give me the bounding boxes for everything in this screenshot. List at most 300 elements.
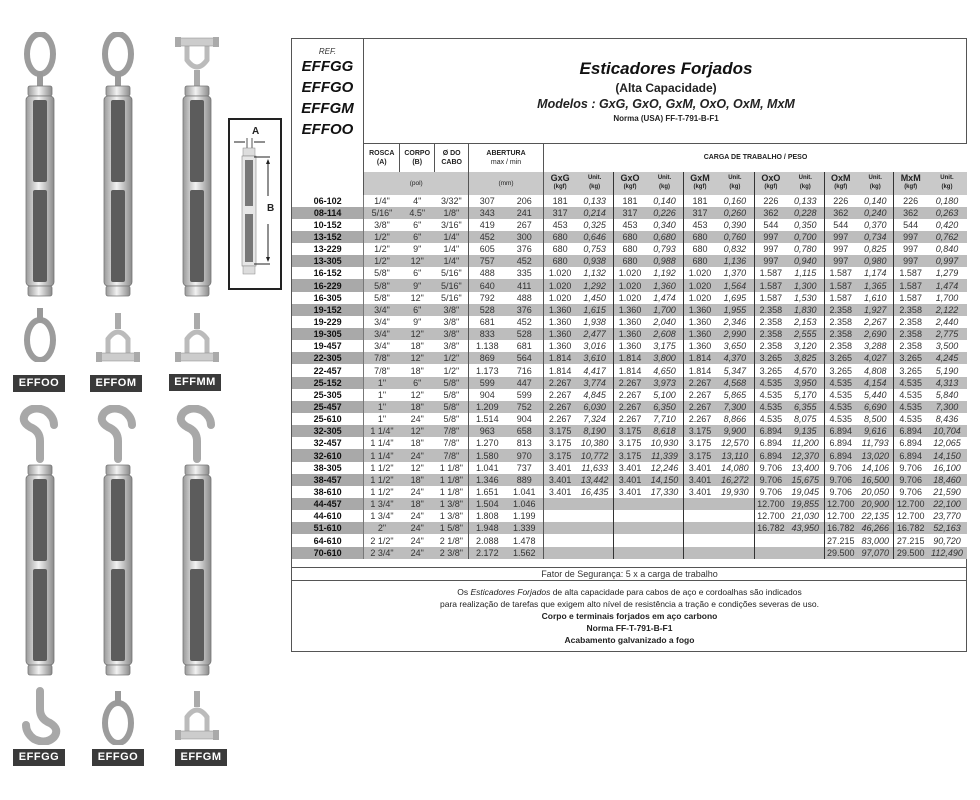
table-cell: 1,615 [576, 304, 613, 316]
table-cell: 1/2" [435, 352, 469, 364]
product-code-cell: 22-305 [292, 352, 364, 364]
table-cell: 1.562 [506, 547, 544, 559]
table-cell: 5/8" [435, 377, 469, 389]
header-carga: CARGA DE TRABALHO / PESO [543, 144, 967, 172]
table-cell: 317 [683, 207, 716, 219]
table-cell: 9" [400, 243, 435, 255]
table-cell: 16.782 [894, 522, 927, 534]
product-code-cell: 08-114 [292, 207, 364, 219]
table-cell: 2.358 [754, 340, 787, 352]
models-line: Modelos : GxG, GxO, GxM, OxO, OxM, MxM [537, 97, 795, 111]
table-cell: 411 [506, 279, 544, 291]
table-row [292, 352, 967, 364]
table-row [292, 547, 967, 559]
table-cell: 5,865 [716, 389, 754, 401]
table-cell: 5,190 [927, 364, 967, 376]
table-row [292, 207, 967, 219]
table-cell: 3.401 [613, 474, 646, 486]
table-cell: 362 [894, 207, 927, 219]
table-cell: 18" [400, 474, 435, 486]
table-cell: 4.535 [754, 401, 787, 413]
table-cell: 3,774 [576, 377, 613, 389]
header-model-gxg: GxG (kgf) [543, 172, 576, 195]
header-unit: Unit. (kg) [857, 172, 894, 195]
table-cell: 5/8" [364, 267, 400, 279]
table-cell: 3/4" [364, 340, 400, 352]
table-cell: 1.041 [506, 486, 544, 498]
table-cell: 5/8" [364, 292, 400, 304]
table-cell: 564 [506, 352, 544, 364]
table-cell: 14,150 [927, 449, 967, 461]
table-cell: 1 3/8" [435, 498, 469, 510]
table-cell: 1.173 [469, 364, 506, 376]
table-cell: 18" [400, 437, 435, 449]
header-model-gxo: GxO (kgf) [613, 172, 646, 195]
table-cell: 4.535 [824, 413, 857, 425]
header-mm: (mm) [469, 172, 544, 195]
table-cell: 0,350 [787, 219, 824, 231]
table-cell: 0,753 [576, 243, 613, 255]
table-cell: 4.535 [894, 413, 927, 425]
table-cell: 904 [469, 389, 506, 401]
table-cell: 1.651 [469, 486, 506, 498]
table-cell [543, 510, 576, 522]
table-cell: 2,555 [787, 328, 824, 340]
table-cell: 2.358 [824, 316, 857, 328]
table-cell: 12,370 [787, 449, 824, 461]
table-cell: 997 [894, 231, 927, 243]
table-cell: 0,840 [927, 243, 967, 255]
product-code-cell: 25-305 [292, 389, 364, 401]
product-code-cell: 38-610 [292, 486, 364, 498]
table-cell: 12" [400, 389, 435, 401]
table-cell: 2 3/4" [364, 547, 400, 559]
table-cell: 21,590 [927, 486, 967, 498]
table-cell: 0,390 [716, 219, 754, 231]
table-cell: 1.514 [469, 413, 506, 425]
table-cell [646, 498, 683, 510]
table-cell: 9.706 [894, 462, 927, 474]
table-cell: 3.401 [543, 462, 576, 474]
table-cell: 5/16" [435, 267, 469, 279]
table-row [292, 243, 967, 255]
table-cell: 0,825 [857, 243, 894, 255]
table-cell: 1/4" [435, 231, 469, 243]
table-cell: 9.706 [824, 486, 857, 498]
table-cell: 3/4" [364, 304, 400, 316]
table-cell: 1.020 [613, 279, 646, 291]
table-cell: 716 [506, 364, 544, 376]
table-cell: 9" [400, 316, 435, 328]
table-cell: 2.267 [683, 377, 716, 389]
table-row [292, 474, 967, 486]
product-image-effoo [10, 32, 70, 362]
table-cell: 4.535 [754, 377, 787, 389]
table-cell: 16.782 [824, 522, 857, 534]
table-cell: 0,938 [576, 255, 613, 267]
product-label-effgm: EFFGM [175, 749, 227, 766]
table-cell: 3,650 [716, 340, 754, 352]
product-image-effgg [10, 405, 70, 745]
table-cell: 16.782 [754, 522, 787, 534]
table-cell: 13,400 [787, 462, 824, 474]
table-cell: 453 [613, 219, 646, 231]
table-cell: 1.020 [683, 267, 716, 279]
header-rosca: ROSCA (A) [364, 144, 400, 172]
product-code-cell: 13-152 [292, 231, 364, 243]
table-cell: 5/8" [364, 279, 400, 291]
table-row [292, 462, 967, 474]
table-cell: 5/8" [435, 413, 469, 425]
table-cell: 1 3/4" [364, 498, 400, 510]
table-cell: 24" [400, 413, 435, 425]
table-cell: 3/8" [364, 219, 400, 231]
table-cell: 1.020 [543, 279, 576, 291]
table-cell: 1" [364, 377, 400, 389]
table-cell [576, 534, 613, 546]
table-cell: 4,313 [927, 377, 967, 389]
table-cell: 8,075 [787, 413, 824, 425]
table-cell: 6" [400, 377, 435, 389]
table-cell: 1.808 [469, 510, 506, 522]
table-cell: 2.358 [754, 304, 787, 316]
table-cell: 4,370 [716, 352, 754, 364]
table-row [292, 292, 967, 304]
dimension-a-label: A [252, 126, 260, 137]
table-cell: 1.580 [469, 449, 506, 461]
table-cell: 0,793 [646, 243, 683, 255]
table-cell: 226 [894, 195, 927, 207]
table-cell: 300 [506, 231, 544, 243]
table-cell: 1.587 [824, 267, 857, 279]
table-cell: 544 [754, 219, 787, 231]
table-cell: 1 1/4" [364, 437, 400, 449]
table-cell: 8,436 [927, 413, 967, 425]
table-cell: 3,120 [787, 340, 824, 352]
header-pol: (pol) [364, 172, 469, 195]
table-cell: 181 [543, 195, 576, 207]
table-cell: 1,292 [576, 279, 613, 291]
table-cell: 6.894 [824, 425, 857, 437]
table-cell: 0,214 [576, 207, 613, 219]
table-cell [646, 522, 683, 534]
table-cell: 0,140 [646, 195, 683, 207]
table-cell: 4,568 [716, 377, 754, 389]
table-cell: 1.046 [506, 498, 544, 510]
table-cell: 9.706 [754, 462, 787, 474]
table-cell: 1 1/8" [435, 486, 469, 498]
table-row [292, 219, 967, 231]
product-code-cell: 44-610 [292, 510, 364, 522]
header-unit: Unit. (kg) [787, 172, 824, 195]
table-cell: 362 [754, 207, 787, 219]
table-cell: 17,330 [646, 486, 683, 498]
table-cell: 4" [400, 195, 435, 207]
table-cell: 2.267 [613, 401, 646, 413]
norm-line: Norma (USA) FF-T-791-B-F1 [613, 114, 719, 123]
table-cell: 2,690 [857, 328, 894, 340]
title-block [364, 39, 968, 143]
table-cell [716, 498, 754, 510]
table-cell: 1,938 [576, 316, 613, 328]
table-cell: 680 [543, 255, 576, 267]
table-cell: 1.020 [683, 292, 716, 304]
table-cell: 2" [364, 522, 400, 534]
table-cell: 3/16" [435, 219, 469, 231]
table-cell: 3,016 [576, 340, 613, 352]
table-cell: 3,973 [646, 377, 683, 389]
table-cell: 605 [469, 243, 506, 255]
table-cell: 0,260 [716, 207, 754, 219]
product-image-effmm [167, 32, 227, 367]
table-cell: 12.700 [894, 498, 927, 510]
table-cell: 1 3/8" [435, 510, 469, 522]
table-cell: 9,135 [787, 425, 824, 437]
table-cell: 0,646 [576, 231, 613, 243]
table-cell: 447 [506, 377, 544, 389]
table-row [292, 364, 967, 376]
table-cell: 3.265 [824, 364, 857, 376]
product-code-cell: 32-610 [292, 449, 364, 461]
table-cell: 9.706 [754, 474, 787, 486]
table-cell: 3.265 [894, 352, 927, 364]
table-cell: 452 [469, 231, 506, 243]
product-code-cell: 38-457 [292, 474, 364, 486]
table-cell: 3/4" [364, 328, 400, 340]
table-cell: 1" [364, 413, 400, 425]
table-cell: 3.401 [543, 486, 576, 498]
table-cell: 24" [400, 449, 435, 461]
table-cell: 1.360 [543, 304, 576, 316]
table-cell: 1.814 [613, 352, 646, 364]
table-row [292, 316, 967, 328]
table-cell: 7/8" [364, 364, 400, 376]
table-cell: 813 [506, 437, 544, 449]
table-cell: 1,564 [716, 279, 754, 291]
table-cell: 24" [400, 510, 435, 522]
table-cell: 1.360 [683, 340, 716, 352]
table-cell [543, 522, 576, 534]
table-row [292, 304, 967, 316]
table-cell: 1,279 [927, 267, 967, 279]
table-cell: 2 1/8" [435, 534, 469, 546]
table-cell [613, 510, 646, 522]
product-label-effgo: EFFGO [92, 749, 144, 766]
header-model-oxo: OxO (kgf) [754, 172, 787, 195]
table-cell: 11,200 [787, 437, 824, 449]
table-cell: 680 [613, 243, 646, 255]
page-subtitle: (Alta Capacidade) [615, 81, 717, 95]
table-cell: 6" [400, 219, 435, 231]
table-cell: 18,460 [927, 474, 967, 486]
table-cell: 7/8" [435, 437, 469, 449]
table-cell: 11,793 [857, 437, 894, 449]
table-cell: 1.020 [543, 292, 576, 304]
table-cell: 3.265 [894, 364, 927, 376]
table-cell: 0,680 [646, 231, 683, 243]
table-cell: 20,900 [857, 498, 894, 510]
table-cell: 14,106 [857, 462, 894, 474]
table-cell: 1.587 [824, 279, 857, 291]
header-corpo: CORPO (B) [400, 144, 435, 172]
table-cell: 1,115 [787, 267, 824, 279]
table-cell: 1.587 [754, 267, 787, 279]
table-cell: 3.175 [543, 437, 576, 449]
table-cell: 2,153 [787, 316, 824, 328]
table-cell: 599 [469, 377, 506, 389]
table-cell: 2.358 [754, 316, 787, 328]
table-cell: 3.401 [543, 474, 576, 486]
table-cell: 1/4" [364, 195, 400, 207]
table-cell: 997 [824, 243, 857, 255]
table-cell: 5,347 [716, 364, 754, 376]
table-cell: 544 [894, 219, 927, 231]
table-cell: 997 [894, 243, 927, 255]
table-cell [576, 510, 613, 522]
product-label-effmm: EFFMM [169, 374, 221, 391]
table-cell: 226 [754, 195, 787, 207]
table-cell: 7,324 [576, 413, 613, 425]
table-cell: 5,170 [787, 389, 824, 401]
table-cell: 3,610 [576, 352, 613, 364]
table-cell: 3.401 [683, 486, 716, 498]
description [292, 580, 967, 652]
table-cell: 544 [824, 219, 857, 231]
table-cell: 1.360 [613, 316, 646, 328]
table-cell: 376 [506, 243, 544, 255]
table-cell: 1.270 [469, 437, 506, 449]
table-cell: 24" [400, 522, 435, 534]
table-cell: 2.267 [683, 389, 716, 401]
table-cell: 1.360 [543, 328, 576, 340]
table-cell: 2,775 [927, 328, 967, 340]
table-cell [683, 547, 716, 559]
table-cell: 792 [469, 292, 506, 304]
table-row [292, 534, 967, 546]
product-code-cell: 51-610 [292, 522, 364, 534]
header-model-oxm: OxM (kgf) [824, 172, 857, 195]
table-cell: 997 [754, 243, 787, 255]
table-cell: 12" [400, 425, 435, 437]
table-cell: 1,830 [787, 304, 824, 316]
table-cell: 5,100 [646, 389, 683, 401]
table-cell: 2.267 [543, 413, 576, 425]
table-cell: 7/8" [364, 352, 400, 364]
table-cell: 680 [543, 243, 576, 255]
table-cell: 1,450 [576, 292, 613, 304]
table-cell: 6" [400, 304, 435, 316]
table-cell: 4.535 [754, 389, 787, 401]
table-cell: 1,474 [646, 292, 683, 304]
table-row [292, 498, 967, 510]
table-cell: 1.587 [824, 292, 857, 304]
table-cell: 0,160 [716, 195, 754, 207]
table-cell [543, 498, 576, 510]
table-cell: 2,440 [927, 316, 967, 328]
table-cell [576, 498, 613, 510]
table-cell: 8,500 [857, 413, 894, 425]
table-cell: 16,272 [716, 474, 754, 486]
table-cell: 12" [400, 352, 435, 364]
table-cell: 680 [683, 243, 716, 255]
table-cell: 2.267 [543, 389, 576, 401]
table-cell: 1.360 [613, 304, 646, 316]
table-row [292, 279, 967, 291]
table-cell: 27.215 [894, 534, 927, 546]
table-cell: 3.175 [613, 437, 646, 449]
table-cell: 12" [400, 255, 435, 267]
table-cell: 997 [824, 231, 857, 243]
table-cell: 3.401 [683, 474, 716, 486]
header-unit: Unit. (kg) [646, 172, 683, 195]
table-cell: 1/2" [364, 231, 400, 243]
table-cell: 1.360 [683, 304, 716, 316]
table-cell: 1.360 [613, 328, 646, 340]
table-cell: 5/16" [364, 207, 400, 219]
table-cell: 9,616 [857, 425, 894, 437]
table-cell: 640 [469, 279, 506, 291]
table-cell: 14,150 [646, 474, 683, 486]
table-cell: 869 [469, 352, 506, 364]
table-row [292, 389, 967, 401]
table-cell: 488 [469, 267, 506, 279]
finish-note: Acabamento galvanizado a fogo [564, 635, 695, 645]
table-cell: 2.267 [543, 377, 576, 389]
table-cell: 1.138 [469, 340, 506, 352]
table-cell: 528 [469, 304, 506, 316]
table-cell: 1,370 [716, 267, 754, 279]
table-cell: 3,825 [787, 352, 824, 364]
table-cell: 4,245 [927, 352, 967, 364]
table-cell [543, 547, 576, 559]
table-cell [716, 522, 754, 534]
table-cell: 23,770 [927, 510, 967, 522]
product-code-cell: 06-102 [292, 195, 364, 207]
table-cell: 16,500 [857, 474, 894, 486]
product-code-cell: 25-152 [292, 377, 364, 389]
table-cell: 1,360 [646, 279, 683, 291]
table-cell: 3.401 [683, 462, 716, 474]
product-code-cell: 25-610 [292, 413, 364, 425]
table-cell: 2.267 [683, 413, 716, 425]
table-cell: 12,065 [927, 437, 967, 449]
table-cell: 680 [543, 231, 576, 243]
table-cell: 335 [506, 267, 544, 279]
table-cell: 24" [400, 534, 435, 546]
table-cell: 10,930 [646, 437, 683, 449]
table-cell: 3/4" [364, 316, 400, 328]
table-cell [787, 534, 824, 546]
table-cell: 18" [400, 364, 435, 376]
table-cell: 2.358 [894, 316, 927, 328]
table-row [292, 231, 967, 243]
table-cell: 2.088 [469, 534, 506, 546]
table-cell: 1 1/8" [435, 474, 469, 486]
table-row [292, 449, 967, 461]
table-cell: 0,340 [646, 219, 683, 231]
table-cell: 19,855 [787, 498, 824, 510]
table-cell: 6.894 [894, 449, 927, 461]
table-cell: 1 1/2" [364, 462, 400, 474]
table-cell [613, 547, 646, 559]
table-cell: 0,133 [787, 195, 824, 207]
table-cell: 1,474 [927, 279, 967, 291]
table-cell [543, 534, 576, 546]
table-cell: 3,950 [787, 377, 824, 389]
table-cell: 4.535 [754, 413, 787, 425]
table-cell: 752 [506, 401, 544, 413]
ref-item: EFFGM [301, 100, 354, 117]
